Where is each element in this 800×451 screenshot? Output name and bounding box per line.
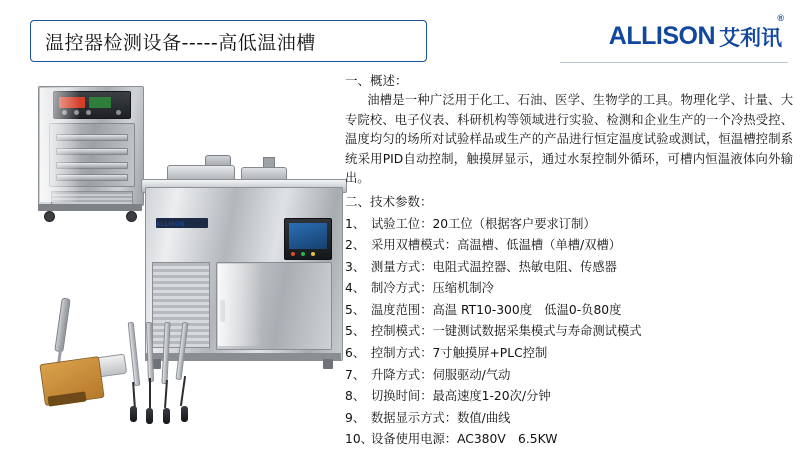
spec-text: 温度范围：高温 RT10-300度 低温0-负80度 [371,300,793,322]
overview-heading: 一、概述： [345,72,793,90]
brand-logo [609,24,782,49]
machine-brand-label: ALLISON [156,222,184,228]
status-led-yellow-icon [311,252,315,256]
list-item [345,408,793,430]
door-slat [56,134,128,141]
spec-text: 试验工位：20工位（根据客户要求订制） [371,214,793,236]
spec-number: 1、 [345,214,371,236]
photo-upper-left-machine [30,78,152,220]
spec-text: 数据显示方式：数值/曲线 [371,408,793,430]
brand-name-cn [719,28,782,49]
hmi-touch-panel [284,218,332,260]
knob-icon [62,110,67,115]
status-led-green-icon [301,252,305,256]
list-item [345,321,793,343]
photo-sensor-probes [125,322,215,432]
main-door [216,262,332,350]
brand-name-en: ALLISON [609,24,715,49]
brand-name-cn-text: 艾利讯 [719,26,782,50]
sensor-tip [181,406,188,422]
sensor-rod [128,322,141,386]
spec-text: 升降方式：伺服驱动/气动 [371,365,793,387]
overview-paragraph [345,91,793,189]
list-item [345,386,793,408]
thermostat-probe [54,298,70,353]
registered-mark-icon: ® [777,14,784,23]
spec-number: 5、 [345,300,371,322]
caster-wheel [44,211,55,222]
description-column [345,72,793,451]
knob-icon [116,110,121,115]
spec-text: 采用双槽模式：高温槽、低温槽（单槽/双槽） [371,235,793,257]
sensor-wire [164,380,168,408]
spec-number: 10、 [345,429,371,451]
spec-number: 2、 [345,235,371,257]
spec-number: 5、 [345,321,371,343]
spec-text: 设备使用电源：AC380V 6.5KW [371,429,793,451]
spec-number: 9、 [345,408,371,430]
door-slat [56,148,128,155]
sensor-rod [175,322,188,380]
list-item [345,343,793,365]
hmi-screen [289,223,327,249]
list-item [345,214,793,236]
list-item [345,300,793,322]
spec-number: 7、 [345,365,371,387]
spec-number: 3、 [345,257,371,279]
sensor-tip [146,408,153,424]
sensor-wire [149,378,151,408]
spec-number: 6、 [345,343,371,365]
door-handle [220,300,225,322]
machine-base [38,204,142,211]
list-item [345,429,793,451]
sensor-rod [146,322,154,382]
machine-body [38,86,144,206]
page-title-box [30,20,427,62]
knob-icon [74,110,79,115]
status-led-red-icon [291,252,295,256]
door-slat [56,174,128,181]
spec-text: 控制方式：7寸触摸屏+PLC控制 [371,343,793,365]
display-red [59,97,85,108]
spec-number: 8、 [345,386,371,408]
specs-heading: 二、技术参数： [345,193,793,211]
display-green [89,97,111,108]
control-panel [53,91,131,119]
overview-paragraph-text: 油槽是一种广泛用于化工、石油、医学、生物学的工具。物理化学、计量、大专院校、电子仪表、科研机构等领域进行实验、检测和企业生产的一个冷热受控、温度均匀的场所对试验样品或生产的产品进行恒定温度试验或测试，恒温槽控制系统采用PID自动控制，触摸屏显示，通过水泵控制外循环，可槽内恒温液体向外输出。 [345,93,793,185]
list-item [345,235,793,257]
list-item [345,257,793,279]
machine-door [49,123,135,187]
spec-text: 控制模式：一键测试数据采集模式与寿命测试模式 [371,321,793,343]
list-item [345,278,793,300]
door-slat [56,162,128,169]
spec-text: 切换时间：最高速度1-20次/分钟 [371,386,793,408]
spec-list [345,214,793,451]
sensor-rod [161,322,170,384]
header-divider [560,62,788,63]
spec-text: 制冷方式：压缩机制冷 [371,278,793,300]
knob-icon [86,110,91,115]
caster-wheel [126,211,137,222]
spec-text: 测量方式：电阻式温控器、热敏电阻、传感器 [371,257,793,279]
sensor-wire [180,376,186,406]
page-title: 温控器检测设备-----高低温油槽 [31,28,316,55]
spec-number: 4、 [345,278,371,300]
list-item [345,365,793,387]
sensor-tip [130,406,137,422]
machine-foot [323,359,333,369]
sensor-tip [163,408,170,424]
